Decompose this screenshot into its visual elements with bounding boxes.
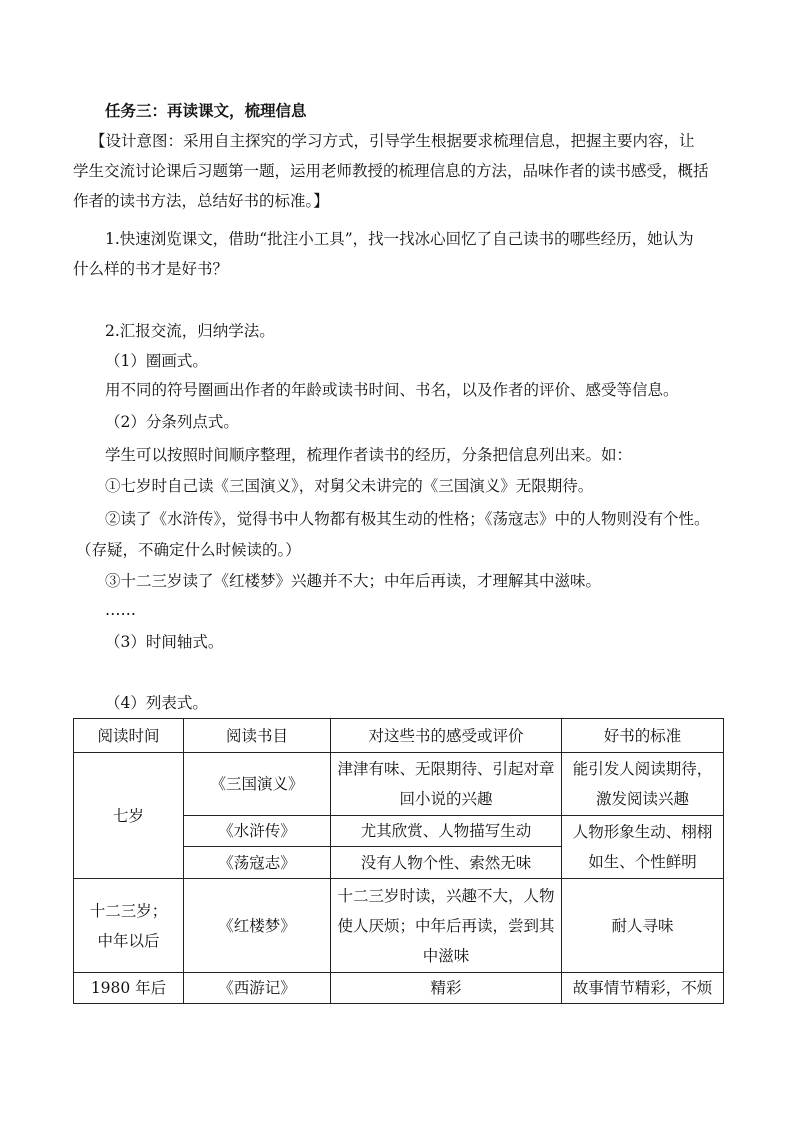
cell-text-line: 回小说的兴趣	[399, 790, 493, 808]
cell-book-dangkou: 《荡寇志》	[184, 847, 331, 879]
cell-book-sanguo: 《三国演义》	[184, 753, 331, 816]
cell-text-line: 使人厌烦；中年后再读，尝到其	[337, 916, 555, 935]
cell-feel-shuihu: 尤其欣赏、人物描写生动	[331, 816, 562, 847]
step2-title: 2.汇报交流，归纳学法。	[105, 322, 275, 340]
design-intent-line-1: 【设计意图：采用自主探究的学习方式，引导学生根据要求梳理信息，把握主要内容，让	[90, 132, 695, 150]
method2-title: （2）分条列点式。	[105, 413, 239, 431]
header-good-book-standard: 好书的标准	[562, 719, 724, 753]
header-feelings: 对这些书的感受或评价	[331, 719, 562, 753]
cell-feel-honglou	[331, 879, 562, 973]
cell-text-line: 津津有味、无限期待、引起对章	[337, 760, 555, 778]
cell-text-line: 人物形象生动、栩栩	[572, 823, 713, 841]
cell-feel-xiyou: 精彩	[331, 973, 562, 1004]
header-book-title: 阅读书目	[184, 719, 331, 753]
cell-text-line: 十二三岁时读，兴趣不大，人物	[337, 886, 555, 905]
cell-book-xiyou: 《西游记》	[184, 973, 331, 1004]
list-ellipsis: ……	[105, 601, 136, 619]
table-header-row	[74, 719, 724, 753]
reading-table	[73, 718, 724, 1004]
table-row	[74, 753, 724, 816]
cell-text-line: 激发阅读兴趣	[595, 790, 689, 808]
cell-time-seven: 七岁	[74, 753, 184, 879]
step1-line-2: 什么样的书才是好书？	[73, 260, 229, 278]
cell-text-line: 如生、个性鲜明	[588, 853, 697, 871]
method4-title: （4）列表式。	[105, 694, 208, 712]
design-intent-line-3: 作者的读书方法，总结好书的标准。】	[73, 192, 329, 210]
cell-time-1980: 1980 年后	[74, 973, 184, 1004]
list-item-3: ③十二三岁读了《红楼梦》兴趣并不大；中年后再读，才理解其中滋味。	[105, 572, 602, 590]
cell-time-1213	[74, 879, 184, 973]
list-item-1: ①七岁时自己读《三国演义》，对舅父未讲完的《三国演义》无限期待。	[105, 477, 594, 495]
cell-text-line: 十二三岁；	[89, 901, 168, 920]
cell-std-honglou: 耐人寻味	[562, 879, 724, 973]
cell-std-xiyou: 故事情节精彩，不烦	[562, 973, 724, 1004]
design-intent-line-2: 学生交流讨论课后习题第一题，运用老师教授的梳理信息的方法，品味作者的读书感受，概括	[73, 162, 709, 180]
cell-book-honglou: 《红楼梦》	[184, 879, 331, 973]
cell-text-line: 中年以后	[97, 931, 160, 950]
list-item-2-note: （存疑，不确定什么时候读的。）	[76, 541, 301, 559]
header-reading-time: 阅读时间	[74, 719, 184, 753]
list-item-2: ②读了《水浒传》，觉得书中人物都有极其生动的性格；《荡寇志》中的人物则没有个性。	[105, 510, 710, 528]
cell-feel-dangkou: 没有人物个性、索然无味	[331, 847, 562, 879]
cell-std-shuihu	[562, 816, 724, 879]
cell-book-shuihu: 《水浒传》	[184, 816, 331, 847]
cell-text-line: 能引发人阅读期待，	[572, 760, 713, 778]
method1-title: （1）圈画式。	[105, 352, 208, 370]
task-heading: 任务三：再读课文，梳理信息	[105, 101, 307, 120]
table-row	[74, 879, 724, 973]
method3-title: （3）时间轴式。	[105, 633, 224, 651]
cell-text-line: 中滋味	[422, 946, 470, 965]
table-row	[74, 973, 724, 1004]
method1-text: 用不同的符号圈画出作者的年龄或读书时间、书名，以及作者的评价、感受等信息。	[105, 381, 679, 399]
method2-text: 学生可以按照时间顺序整理，梳理作者读书的经历，分条把信息列出来。如：	[105, 446, 633, 464]
cell-std-sanguo	[562, 753, 724, 816]
step1-line-1: 1.快速浏览课文，借助“批注小工具”，找一找冰心回忆了自己读书的哪些经历，她认为	[105, 230, 694, 248]
cell-feel-sanguo	[331, 753, 562, 816]
